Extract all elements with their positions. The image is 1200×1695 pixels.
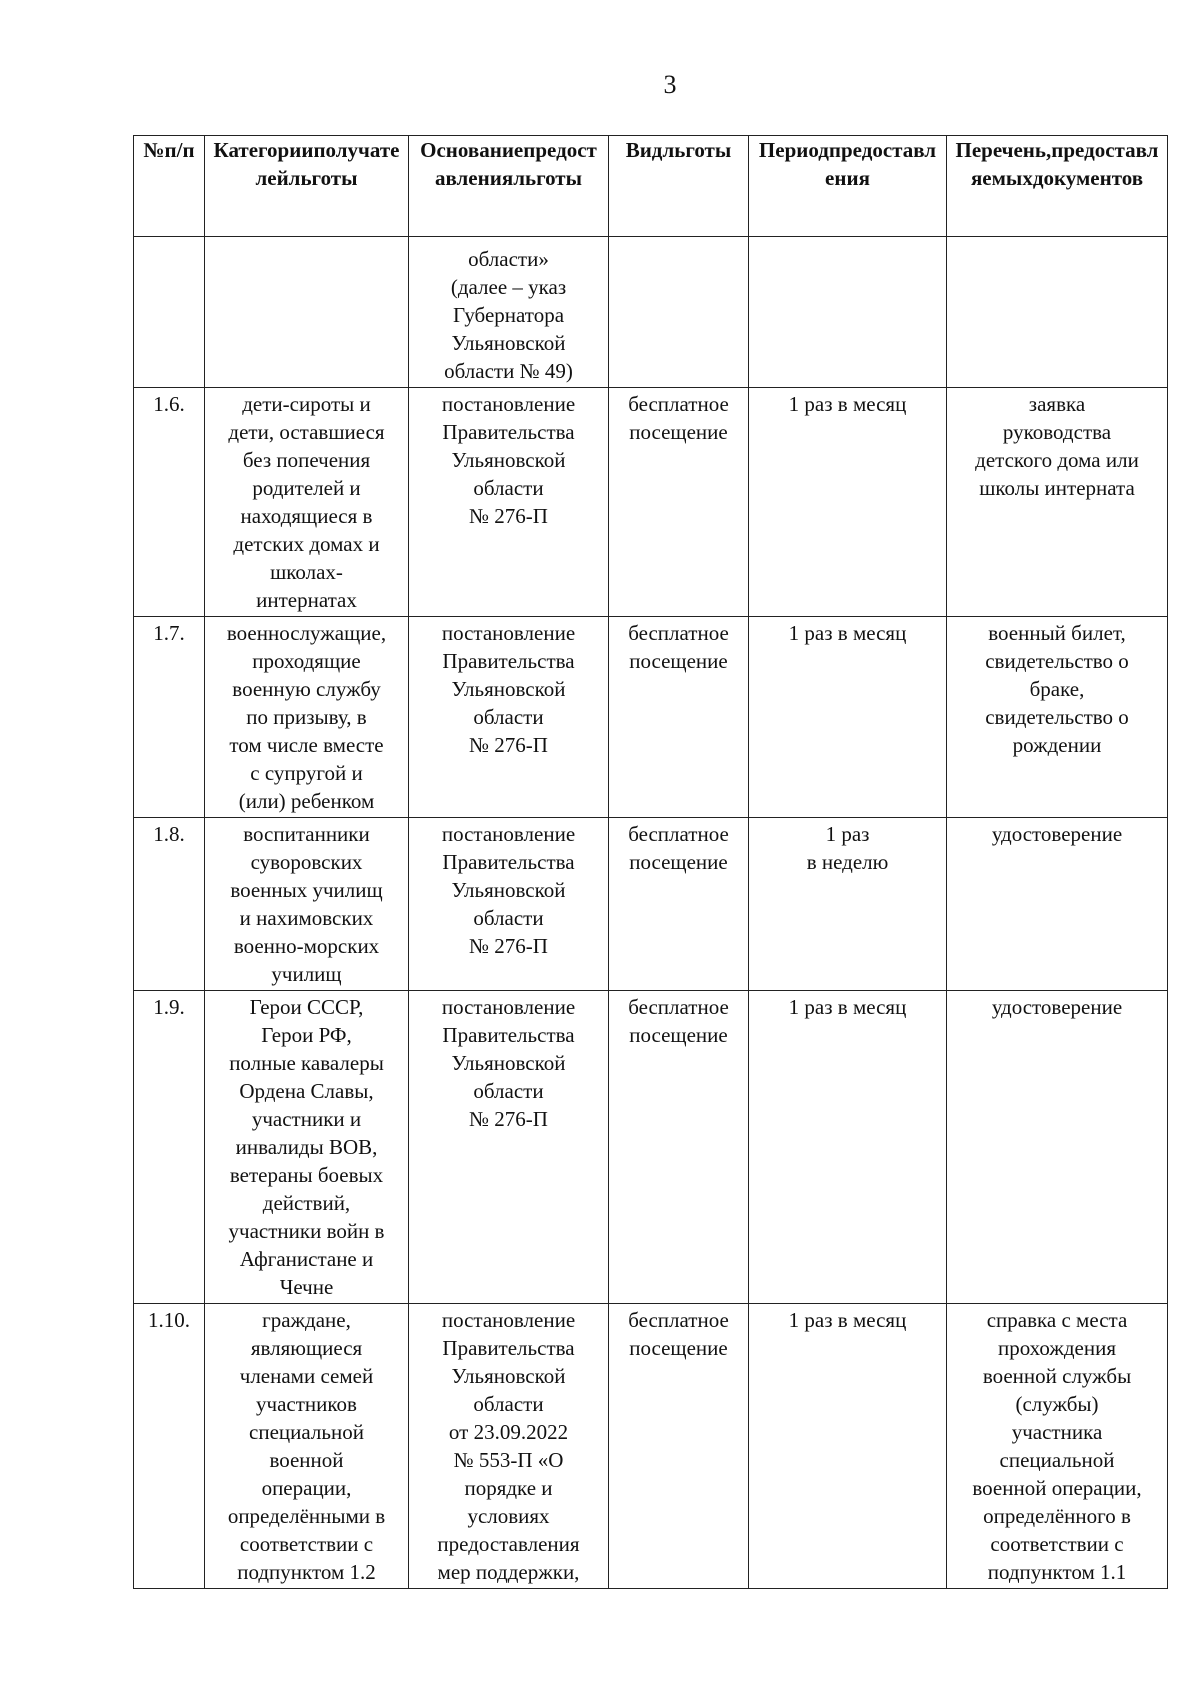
cell-text-line: участника <box>1011 1420 1103 1444</box>
table-row <box>134 1304 1168 1589</box>
recipient-category <box>205 991 409 1304</box>
cell-text-line: Чечне <box>279 1275 334 1299</box>
cell-text-line: № 276-П <box>469 934 548 958</box>
cell-text-line: посещение <box>629 1023 728 1047</box>
cell-text-line: военную службу <box>232 677 381 701</box>
cell-text-line: бесплатное <box>628 1308 729 1332</box>
cell-text-line: области № 49) <box>444 359 573 383</box>
cell-text-line: Ульяновской <box>451 448 566 472</box>
table-row <box>134 991 1168 1304</box>
cell-text-line: Категории <box>213 138 314 162</box>
cell-text-line: льготы <box>513 166 583 190</box>
cell-text-line: № 276-П <box>469 733 548 757</box>
recipient-category <box>205 617 409 818</box>
cell-text-line: № 276-П <box>469 504 548 528</box>
cell-text-line: 1 раз в месяц <box>788 1308 907 1332</box>
table-row <box>134 237 1168 388</box>
cell-text-line: льготы <box>662 138 732 162</box>
cell-text-line: Правительства <box>442 1023 575 1047</box>
cell-text-line: постановление <box>441 1308 576 1332</box>
cell-text-line: 1 раз <box>825 822 870 846</box>
benefit-type <box>609 617 749 818</box>
cell-text-line: условиях <box>467 1504 550 1528</box>
table-header-row <box>134 136 1168 237</box>
benefit-period <box>749 617 947 818</box>
cell-text-line: Ульяновской <box>451 677 566 701</box>
cell-text-line: инвалиды ВОВ, <box>235 1135 378 1159</box>
header-basis <box>409 136 609 237</box>
cell-text-line: посещение <box>629 649 728 673</box>
cell-text-line: детских домах и <box>233 532 380 556</box>
cell-text-line: документов <box>1032 166 1144 190</box>
benefit-type <box>609 388 749 617</box>
header-period <box>749 136 947 237</box>
row-number: 1.8. <box>134 818 205 991</box>
cell-text-line: детского дома или <box>975 448 1139 472</box>
cell-text-line: родителей и <box>252 476 361 500</box>
cell-text-line: участники и <box>251 1107 362 1131</box>
cell-text-line: определённого в <box>983 1504 1131 1528</box>
cell-text-line: области <box>473 1392 544 1416</box>
cell-text-line: постановление <box>441 392 576 416</box>
cell-text-line: бесплатное <box>628 621 729 645</box>
row-number: 1.6. <box>134 388 205 617</box>
cell-text-line: № 276-П <box>469 1107 548 1131</box>
cell-text-line: получателей <box>255 138 400 190</box>
cell-text-line: специальной <box>999 1448 1115 1472</box>
cell-text-line: определёнными в <box>227 1504 386 1528</box>
cell-text-line: Правительства <box>442 649 575 673</box>
row-number: 1.9. <box>134 991 205 1304</box>
recipient-category <box>205 818 409 991</box>
cell-text-line: (далее – указ <box>450 275 567 299</box>
cell-text-line: ветераны боевых <box>229 1163 384 1187</box>
benefit-type <box>609 991 749 1304</box>
cell-text-line: соответствии с <box>239 1532 374 1556</box>
cell-text-line: заявка <box>1028 392 1086 416</box>
required-documents <box>947 818 1168 991</box>
cell-text-line: Ордена Славы, <box>239 1079 374 1103</box>
header-category <box>205 136 409 237</box>
cell-text-line: области <box>473 906 544 930</box>
cell-text-line: свидетельство о <box>985 649 1129 673</box>
cell-text-line: 1 раз в месяц <box>788 392 907 416</box>
cell-text-line: военных училищ <box>230 878 383 902</box>
cell-text-line: предоставляемых <box>970 138 1159 190</box>
benefit-type <box>609 237 749 388</box>
cell-text-line: постановление <box>441 995 576 1019</box>
cell-text-line: военной службы <box>982 1364 1132 1388</box>
table-body <box>134 237 1168 1589</box>
cell-text-line: посещение <box>629 420 728 444</box>
cell-text-line: Герои РФ, <box>261 1023 352 1047</box>
cell-text-line: браке, <box>1029 677 1085 701</box>
cell-text-line: порядке и <box>464 1476 553 1500</box>
cell-text-line: Губернатора <box>452 303 565 327</box>
benefit-basis <box>409 388 609 617</box>
cell-text-line: школах- <box>270 560 343 584</box>
recipient-category <box>205 1304 409 1589</box>
cell-text-line: суворовских <box>250 850 363 874</box>
cell-text-line: военнослужащие, <box>226 621 387 645</box>
cell-text-line: области» <box>468 247 549 271</box>
cell-text-line: Основание <box>420 138 524 162</box>
cell-text-line: школы интерната <box>979 476 1135 500</box>
cell-text-line: Герои СССР, <box>249 995 364 1019</box>
recipient-category <box>205 388 409 617</box>
cell-text-line: области <box>473 705 544 729</box>
cell-text-line: удостоверение <box>991 995 1123 1019</box>
benefit-type <box>609 1304 749 1589</box>
cell-text-line: училищ <box>271 962 342 986</box>
cell-text-line: предоставления <box>825 138 937 190</box>
cell-text-line: членами семей <box>239 1364 374 1388</box>
benefit-type <box>609 818 749 991</box>
benefit-period <box>749 818 947 991</box>
cell-text-line: военный билет, <box>988 621 1126 645</box>
cell-text-line: интернатах <box>256 588 357 612</box>
cell-text-line: постановление <box>441 822 576 846</box>
cell-text-line: в неделю <box>806 850 889 874</box>
cell-text-line: дети-сироты и <box>242 392 371 416</box>
cell-text-line: соответствии с <box>990 1532 1124 1556</box>
cell-text-line: военно-морских <box>233 934 380 958</box>
cell-text-line: предоставления <box>437 1532 580 1556</box>
cell-text-line: участники войн в <box>228 1219 385 1243</box>
cell-text-line: военной операции, <box>972 1476 1142 1500</box>
cell-text-line: постановление <box>441 621 576 645</box>
benefit-period <box>749 388 947 617</box>
cell-text-line: подпунктом 1.2 <box>237 1560 376 1584</box>
page-number: 3 <box>663 70 677 99</box>
recipient-category <box>205 237 409 388</box>
table-row <box>134 617 1168 818</box>
cell-text-line: операции, <box>261 1476 352 1500</box>
cell-text-line: Ульяновской <box>451 1364 566 1388</box>
cell-text-line: Перечень, <box>955 138 1052 162</box>
cell-text-line: № <box>143 138 165 162</box>
required-documents <box>947 1304 1168 1589</box>
benefit-basis <box>409 237 609 388</box>
cell-text-line: специальной <box>249 1420 364 1444</box>
cell-text-line: Период <box>758 138 829 162</box>
cell-text-line: п/п <box>164 138 195 162</box>
cell-text-line: граждане, <box>262 1308 351 1332</box>
row-number: 1.7. <box>134 617 205 818</box>
cell-text-line: рождении <box>1012 733 1102 757</box>
cell-text-line: бесплатное <box>628 822 729 846</box>
row-number: 1.10. <box>134 1304 205 1589</box>
header-type <box>609 136 749 237</box>
cell-text-line: предоставления <box>434 138 597 190</box>
table-row <box>134 388 1168 617</box>
row-number <box>134 237 205 388</box>
cell-text-line: области <box>473 1079 544 1103</box>
cell-text-line: посещение <box>629 850 728 874</box>
cell-text-line: области <box>473 476 544 500</box>
benefit-period <box>749 1304 947 1589</box>
cell-text-line: по призыву, в <box>246 705 367 729</box>
header-documents <box>947 136 1168 237</box>
cell-text-line: мер поддержки, <box>437 1560 580 1584</box>
cell-text-line: от 23.09.2022 <box>448 1420 569 1444</box>
cell-text-line: проходящие <box>252 649 361 673</box>
cell-text-line: подпунктом 1.1 <box>987 1560 1127 1584</box>
cell-text-line: действий, <box>262 1191 351 1215</box>
cell-text-line: льготы <box>288 166 358 190</box>
cell-text-line: справка с места <box>986 1308 1128 1332</box>
cell-text-line: с супругой и <box>250 761 363 785</box>
cell-text-line: являющиеся <box>250 1336 363 1360</box>
benefit-basis <box>409 617 609 818</box>
cell-text-line: находящиеся в <box>240 504 373 528</box>
cell-text-line: воспитанники <box>243 822 370 846</box>
cell-text-line: Афганистане и <box>239 1247 374 1271</box>
cell-text-line: полные кавалеры <box>229 1051 384 1075</box>
benefit-basis <box>409 1304 609 1589</box>
cell-text-line: участников <box>256 1392 357 1416</box>
cell-text-line: и нахимовских <box>239 906 374 930</box>
cell-text-line: руководства <box>1002 420 1112 444</box>
cell-text-line: дети, оставшиеся <box>228 420 385 444</box>
cell-text-line: Правительства <box>442 420 575 444</box>
required-documents <box>947 388 1168 617</box>
benefits-table <box>133 135 1168 1589</box>
cell-text-line: Вид <box>625 138 663 162</box>
required-documents <box>947 237 1168 388</box>
cell-text-line: № 553-П «О <box>453 1448 564 1472</box>
cell-text-line: Ульяновской <box>451 1051 566 1075</box>
cell-text-line: бесплатное <box>628 995 729 1019</box>
cell-text-line: том числе вместе <box>229 733 384 757</box>
required-documents <box>947 991 1168 1304</box>
benefit-period <box>749 991 947 1304</box>
cell-text-line: без попечения <box>242 448 371 472</box>
cell-text-line: Ульяновской <box>451 878 566 902</box>
cell-text-line: посещение <box>629 1336 728 1360</box>
cell-text-line: Правительства <box>442 1336 575 1360</box>
cell-text-line: прохождения <box>997 1336 1117 1360</box>
cell-text-line: свидетельство о <box>985 705 1129 729</box>
cell-text-line: 1 раз в месяц <box>788 995 907 1019</box>
cell-text-line: Правительства <box>442 850 575 874</box>
required-documents <box>947 617 1168 818</box>
cell-text-line: 1 раз в месяц <box>788 621 907 645</box>
cell-text-line: (или) ребенком <box>238 789 375 813</box>
benefit-period <box>749 237 947 388</box>
cell-text-line: удостоверение <box>991 822 1123 846</box>
cell-text-line: бесплатное <box>628 392 729 416</box>
cell-text-line: (службы) <box>1015 1392 1099 1416</box>
header-number <box>134 136 205 237</box>
cell-text-line: Ульяновской <box>451 331 566 355</box>
benefit-basis <box>409 818 609 991</box>
benefit-basis <box>409 991 609 1304</box>
cell-text-line: военной <box>269 1448 344 1472</box>
table-row <box>134 818 1168 991</box>
